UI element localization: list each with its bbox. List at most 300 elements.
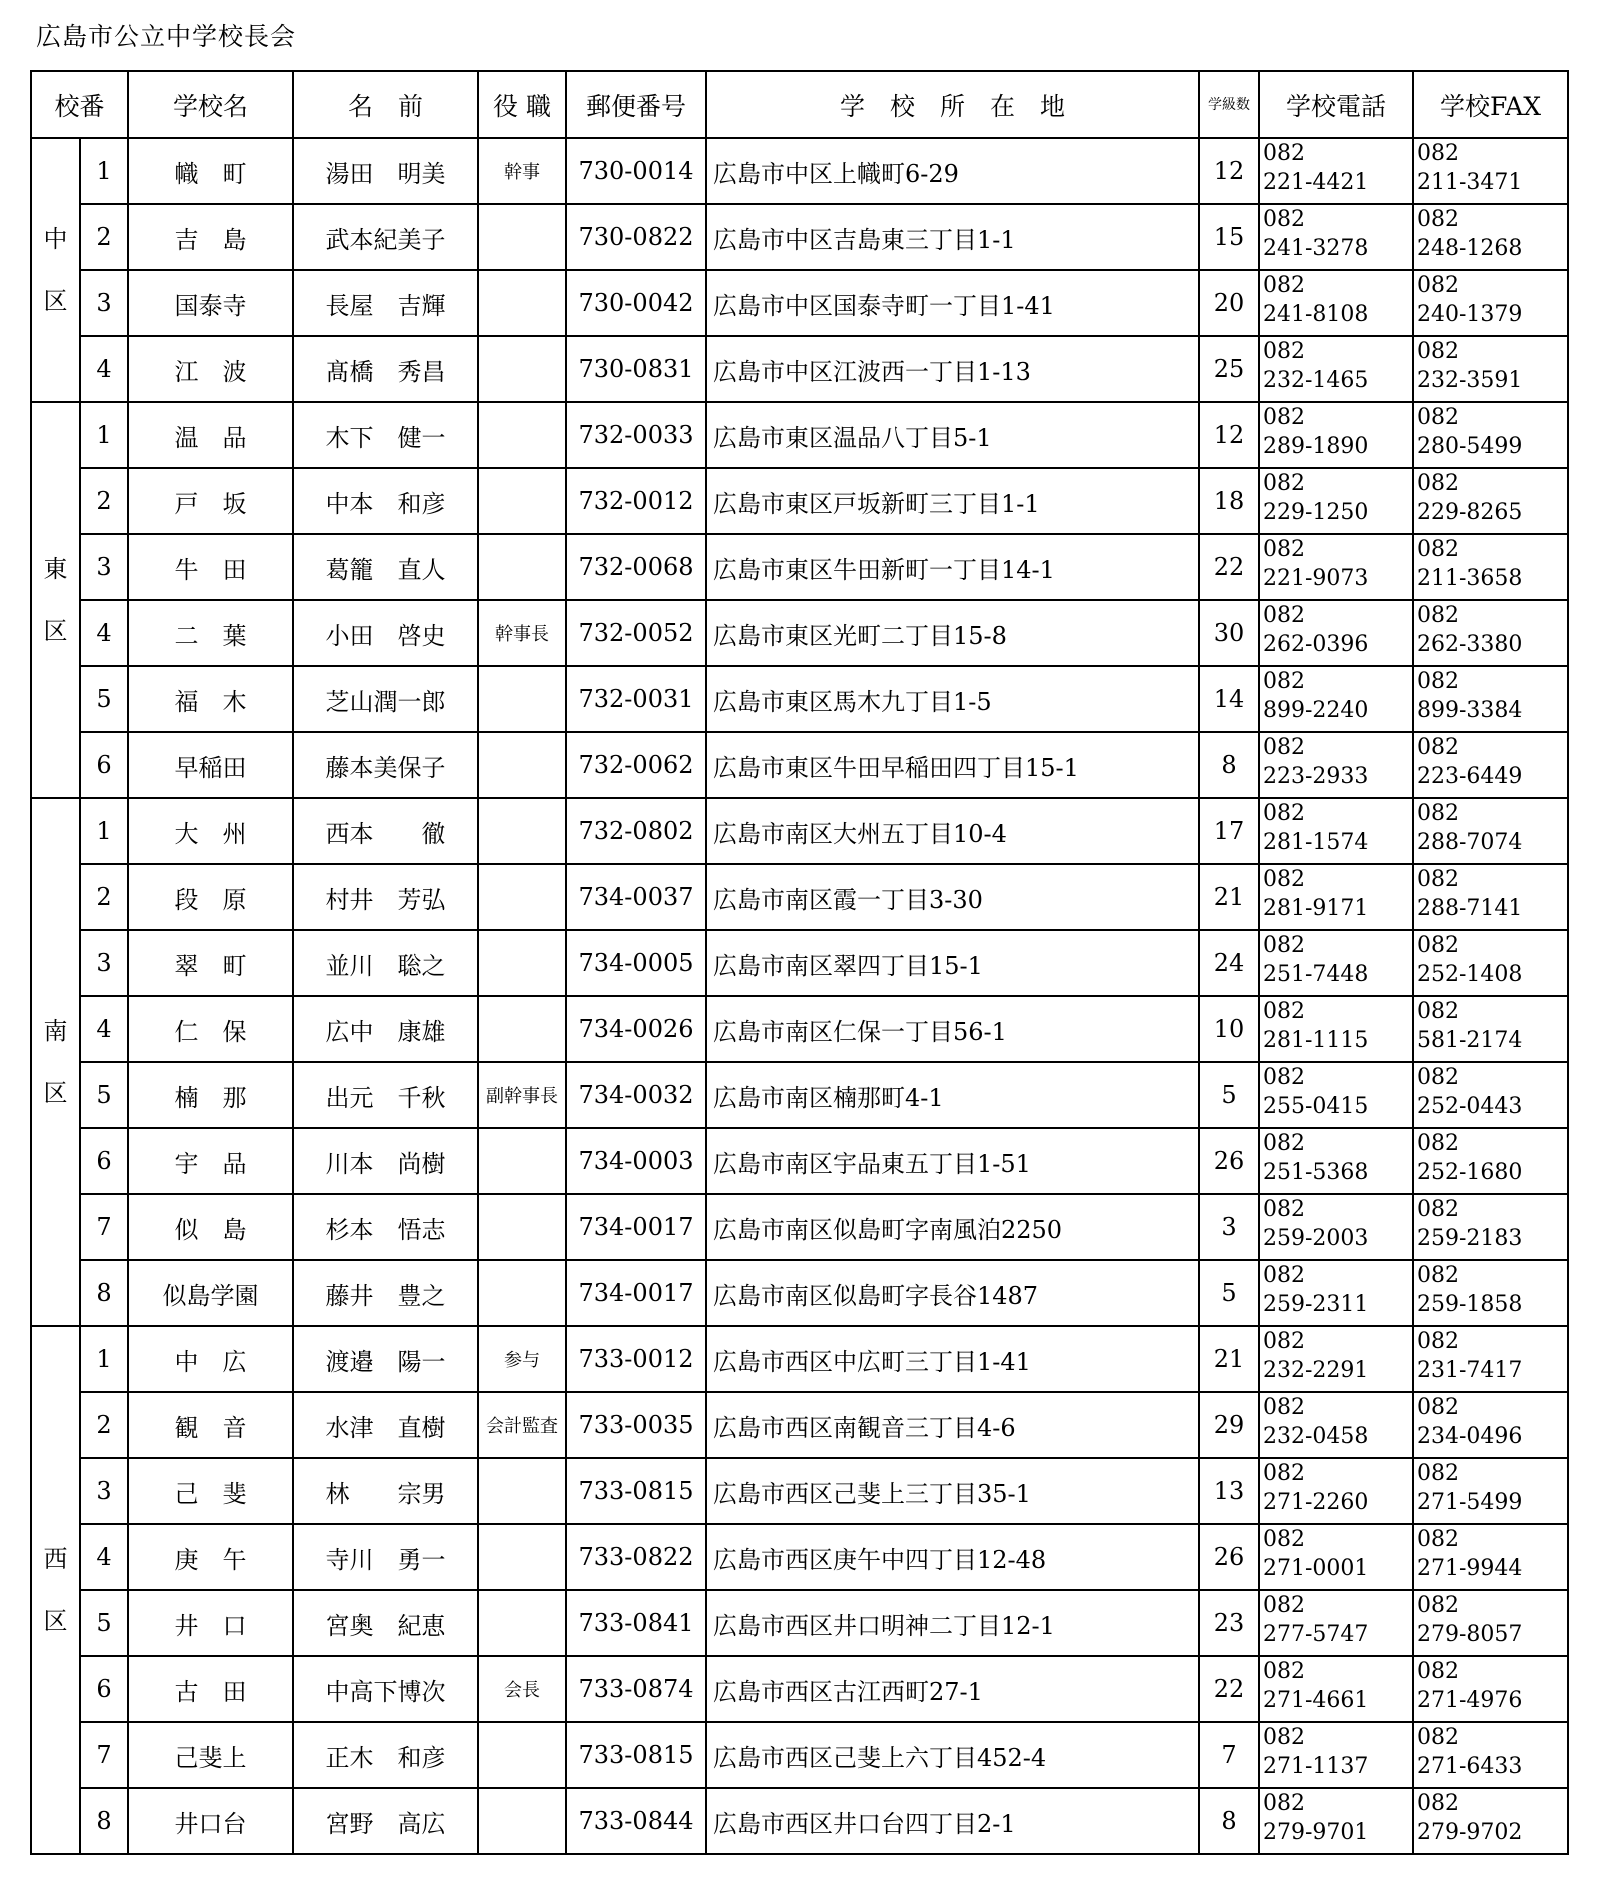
- class-count: 18: [1199, 468, 1259, 534]
- school-fax: [1413, 1524, 1568, 1590]
- school-name: 己斐上: [128, 1722, 293, 1788]
- class-count: 10: [1199, 996, 1259, 1062]
- document-title: 広島市公立中学校長会: [36, 22, 297, 51]
- principal-name: 芝山潤一郎: [293, 666, 478, 732]
- phone-number: 251-7448: [1263, 962, 1369, 987]
- phone-area-code: 082: [1263, 1791, 1305, 1816]
- ward-char: 区: [43, 617, 68, 645]
- postal-code: 730-0831: [566, 336, 706, 402]
- school-address: 広島市西区井口明神二丁目12-1: [706, 1590, 1199, 1656]
- principal-name: 中本 和彦: [293, 468, 478, 534]
- table-row: [31, 1656, 1568, 1722]
- role: [478, 1260, 566, 1326]
- school-address: 広島市南区似島町字長谷1487: [706, 1260, 1199, 1326]
- fax-area-code: 082: [1417, 735, 1459, 760]
- school-address: 広島市南区宇品東五丁目1-51: [706, 1128, 1199, 1194]
- school-phone: [1259, 864, 1413, 930]
- table-row: [31, 402, 1568, 468]
- fax-area-code: 082: [1417, 207, 1459, 232]
- table-row: [31, 930, 1568, 996]
- postal-code: 734-0003: [566, 1128, 706, 1194]
- class-count: 12: [1199, 402, 1259, 468]
- phone-area-code: 082: [1263, 867, 1305, 892]
- table-body: [31, 138, 1568, 1854]
- table-row: [31, 1788, 1568, 1854]
- table-row: [31, 996, 1568, 1062]
- class-count: 20: [1199, 270, 1259, 336]
- school-number: 1: [80, 138, 128, 204]
- postal-code: 730-0042: [566, 270, 706, 336]
- fax-area-code: 082: [1417, 1065, 1459, 1090]
- class-count: 29: [1199, 1392, 1259, 1458]
- school-fax: [1413, 864, 1568, 930]
- school-name: 似島学園: [128, 1260, 293, 1326]
- table-row: [31, 1128, 1568, 1194]
- school-number: 4: [80, 996, 128, 1062]
- fax-area-code: 082: [1417, 1197, 1459, 1222]
- phone-area-code: 082: [1263, 1395, 1305, 1420]
- phone-number: 271-4661: [1263, 1688, 1369, 1713]
- school-name: 江 波: [128, 336, 293, 402]
- school-number: 4: [80, 1524, 128, 1590]
- school-name: 大 州: [128, 798, 293, 864]
- table-row: [31, 732, 1568, 798]
- school-name: 幟 町: [128, 138, 293, 204]
- school-address: 広島市東区光町二丁目15-8: [706, 600, 1199, 666]
- fax-area-code: 082: [1417, 405, 1459, 430]
- school-name: 国泰寺: [128, 270, 293, 336]
- school-address: 広島市西区南観音三丁目4-6: [706, 1392, 1199, 1458]
- class-count: 21: [1199, 864, 1259, 930]
- fax-area-code: 082: [1417, 537, 1459, 562]
- table-row: [31, 1260, 1568, 1326]
- school-name: 井 口: [128, 1590, 293, 1656]
- phone-area-code: 082: [1263, 471, 1305, 496]
- role: [478, 402, 566, 468]
- school-address: 広島市中区吉島東三丁目1-1: [706, 204, 1199, 270]
- role: [478, 1788, 566, 1854]
- fax-number: 232-3591: [1417, 368, 1523, 393]
- school-fax: [1413, 1788, 1568, 1854]
- postal-code: 733-0815: [566, 1722, 706, 1788]
- school-fax: [1413, 1326, 1568, 1392]
- phone-number: 899-2240: [1263, 698, 1369, 723]
- principal-name: 出元 千秋: [293, 1062, 478, 1128]
- class-count: 17: [1199, 798, 1259, 864]
- role: [478, 270, 566, 336]
- principal-name: 並川 聡之: [293, 930, 478, 996]
- school-fax: [1413, 996, 1568, 1062]
- school-phone: [1259, 1392, 1413, 1458]
- header-classes: 学級数: [1199, 71, 1259, 138]
- fax-area-code: 082: [1417, 933, 1459, 958]
- school-fax: [1413, 1062, 1568, 1128]
- school-address: 広島市中区国泰寺町一丁目1-41: [706, 270, 1199, 336]
- ward-label: [31, 1326, 80, 1854]
- class-count: 15: [1199, 204, 1259, 270]
- postal-code: 732-0068: [566, 534, 706, 600]
- principal-name: 川本 尚樹: [293, 1128, 478, 1194]
- role: [478, 1128, 566, 1194]
- role: [478, 666, 566, 732]
- school-fax: [1413, 138, 1568, 204]
- school-number: 2: [80, 1392, 128, 1458]
- phone-area-code: 082: [1263, 1065, 1305, 1090]
- header-postal: 郵便番号: [566, 71, 706, 138]
- ward-char: 区: [43, 1079, 68, 1107]
- postal-code: 733-0822: [566, 1524, 706, 1590]
- fax-area-code: 082: [1417, 1527, 1459, 1552]
- role: [478, 1458, 566, 1524]
- school-name: 似 島: [128, 1194, 293, 1260]
- fax-area-code: 082: [1417, 471, 1459, 496]
- phone-number: 232-2291: [1263, 1358, 1369, 1383]
- class-count: 24: [1199, 930, 1259, 996]
- fax-number: 240-1379: [1417, 302, 1523, 327]
- postal-code: 732-0802: [566, 798, 706, 864]
- role: [478, 1590, 566, 1656]
- school-fax: [1413, 1722, 1568, 1788]
- principal-name: 長屋 吉輝: [293, 270, 478, 336]
- school-fax: [1413, 402, 1568, 468]
- phone-area-code: 082: [1263, 339, 1305, 364]
- school-name: 井口台: [128, 1788, 293, 1854]
- phone-number: 221-9073: [1263, 566, 1369, 591]
- postal-code: 730-0014: [566, 138, 706, 204]
- postal-code: 734-0017: [566, 1194, 706, 1260]
- school-phone: [1259, 138, 1413, 204]
- school-phone: [1259, 270, 1413, 336]
- role: [478, 534, 566, 600]
- school-phone: [1259, 732, 1413, 798]
- school-fax: [1413, 270, 1568, 336]
- school-fax: [1413, 204, 1568, 270]
- ward-label: [31, 138, 80, 402]
- school-number: 1: [80, 798, 128, 864]
- fax-area-code: 082: [1417, 1329, 1459, 1354]
- school-fax: [1413, 534, 1568, 600]
- phone-area-code: 082: [1263, 1593, 1305, 1618]
- school-fax: [1413, 1128, 1568, 1194]
- ward-label: [31, 402, 80, 798]
- fax-area-code: 082: [1417, 1395, 1459, 1420]
- school-fax: [1413, 1260, 1568, 1326]
- fax-number: 288-7141: [1417, 896, 1523, 921]
- school-name: 福 木: [128, 666, 293, 732]
- school-phone: [1259, 1194, 1413, 1260]
- school-fax: [1413, 1590, 1568, 1656]
- school-phone: [1259, 336, 1413, 402]
- fax-number: 279-8057: [1417, 1622, 1523, 1647]
- school-name: 戸 坂: [128, 468, 293, 534]
- phone-area-code: 082: [1263, 933, 1305, 958]
- phone-number: 271-0001: [1263, 1556, 1369, 1581]
- principal-name: 髙橋 秀昌: [293, 336, 478, 402]
- table-row: [31, 1524, 1568, 1590]
- school-address: 広島市南区楠那町4-1: [706, 1062, 1199, 1128]
- school-phone: [1259, 204, 1413, 270]
- fax-number: 252-1680: [1417, 1160, 1523, 1185]
- header-role: 役 職: [478, 71, 566, 138]
- principal-name: 寺川 勇一: [293, 1524, 478, 1590]
- role: [478, 930, 566, 996]
- principal-name: 水津 直樹: [293, 1392, 478, 1458]
- school-name: 観 音: [128, 1392, 293, 1458]
- phone-number: 241-8108: [1263, 302, 1369, 327]
- fax-number: 259-2183: [1417, 1226, 1523, 1251]
- header-fax: 学校FAX: [1413, 71, 1568, 138]
- class-count: 7: [1199, 1722, 1259, 1788]
- school-number: 6: [80, 1128, 128, 1194]
- role: [478, 468, 566, 534]
- class-count: 23: [1199, 1590, 1259, 1656]
- postal-code: 732-0012: [566, 468, 706, 534]
- principal-name: 渡邉 陽一: [293, 1326, 478, 1392]
- school-address: 広島市南区似島町字南風泊2250: [706, 1194, 1199, 1260]
- principal-name: 正木 和彦: [293, 1722, 478, 1788]
- fax-number: 271-4976: [1417, 1688, 1523, 1713]
- role: [478, 204, 566, 270]
- table-row: [31, 1326, 1568, 1392]
- principal-name: 藤本美保子: [293, 732, 478, 798]
- school-address: 広島市南区翠四丁目15-1: [706, 930, 1199, 996]
- principal-name: 杉本 悟志: [293, 1194, 478, 1260]
- school-phone: [1259, 1788, 1413, 1854]
- school-phone: [1259, 1524, 1413, 1590]
- school-fax: [1413, 1392, 1568, 1458]
- phone-number: 281-9171: [1263, 896, 1369, 921]
- principal-name: 葛籠 直人: [293, 534, 478, 600]
- school-number: 1: [80, 402, 128, 468]
- phone-number: 281-1115: [1263, 1028, 1369, 1053]
- school-number: 5: [80, 1590, 128, 1656]
- school-address: 広島市西区己斐上六丁目452-4: [706, 1722, 1199, 1788]
- header-row: [31, 71, 1568, 138]
- phone-number: 262-0396: [1263, 632, 1369, 657]
- header-number: 校番: [31, 71, 128, 138]
- school-address: 広島市東区牛田早稲田四丁目15-1: [706, 732, 1199, 798]
- class-count: 13: [1199, 1458, 1259, 1524]
- school-address: 広島市西区己斐上三丁目35-1: [706, 1458, 1199, 1524]
- phone-number: 259-2003: [1263, 1226, 1369, 1251]
- school-name: 温 品: [128, 402, 293, 468]
- school-number: 8: [80, 1788, 128, 1854]
- table-row: [31, 270, 1568, 336]
- table-row: [31, 1458, 1568, 1524]
- class-count: 22: [1199, 1656, 1259, 1722]
- fax-number: 248-1268: [1417, 236, 1523, 261]
- school-address: 広島市西区庚午中四丁目12-48: [706, 1524, 1199, 1590]
- postal-code: 733-0844: [566, 1788, 706, 1854]
- fax-number: 899-3384: [1417, 698, 1523, 723]
- fax-area-code: 082: [1417, 339, 1459, 364]
- role: [478, 1722, 566, 1788]
- header-name: 名 前: [293, 71, 478, 138]
- school-fax: [1413, 798, 1568, 864]
- header-phone: 学校電話: [1259, 71, 1413, 138]
- phone-number: 223-2933: [1263, 764, 1369, 789]
- school-phone: [1259, 1260, 1413, 1326]
- school-number: 7: [80, 1194, 128, 1260]
- fax-area-code: 082: [1417, 867, 1459, 892]
- phone-area-code: 082: [1263, 1131, 1305, 1156]
- fax-number: 231-7417: [1417, 1358, 1523, 1383]
- fax-number: 229-8265: [1417, 500, 1523, 525]
- school-name: 吉 島: [128, 204, 293, 270]
- school-phone: [1259, 666, 1413, 732]
- school-phone: [1259, 402, 1413, 468]
- table-row: [31, 1062, 1568, 1128]
- school-address: 広島市東区戸坂新町三丁目1-1: [706, 468, 1199, 534]
- school-name: 翠 町: [128, 930, 293, 996]
- postal-code: 730-0822: [566, 204, 706, 270]
- ward-char: 中: [43, 225, 68, 253]
- table-row: [31, 534, 1568, 600]
- school-number: 7: [80, 1722, 128, 1788]
- school-number: 4: [80, 600, 128, 666]
- school-number: 1: [80, 1326, 128, 1392]
- principal-name: 宮奥 紀恵: [293, 1590, 478, 1656]
- class-count: 5: [1199, 1062, 1259, 1128]
- school-number: 5: [80, 666, 128, 732]
- class-count: 21: [1199, 1326, 1259, 1392]
- phone-area-code: 082: [1263, 405, 1305, 430]
- fax-area-code: 082: [1417, 1263, 1459, 1288]
- school-number: 6: [80, 1656, 128, 1722]
- postal-code: 733-0012: [566, 1326, 706, 1392]
- postal-code: 732-0062: [566, 732, 706, 798]
- phone-number: 259-2311: [1263, 1292, 1369, 1317]
- class-count: 26: [1199, 1128, 1259, 1194]
- phone-area-code: 082: [1263, 735, 1305, 760]
- ward-char: 区: [43, 1607, 68, 1635]
- class-count: 5: [1199, 1260, 1259, 1326]
- fax-number: 234-0496: [1417, 1424, 1523, 1449]
- phone-number: 221-4421: [1263, 170, 1369, 195]
- principal-name: 中高下博次: [293, 1656, 478, 1722]
- principal-name: 小田 啓史: [293, 600, 478, 666]
- phone-number: 232-1465: [1263, 368, 1369, 393]
- school-fax: [1413, 336, 1568, 402]
- principal-name: 林 宗男: [293, 1458, 478, 1524]
- ward-label: [31, 798, 80, 1326]
- school-phone: [1259, 600, 1413, 666]
- school-name: 仁 保: [128, 996, 293, 1062]
- postal-code: 733-0035: [566, 1392, 706, 1458]
- school-fax: [1413, 1458, 1568, 1524]
- class-count: 22: [1199, 534, 1259, 600]
- principal-name: 宮野 高広: [293, 1788, 478, 1854]
- fax-area-code: 082: [1417, 669, 1459, 694]
- phone-area-code: 082: [1263, 1329, 1305, 1354]
- school-fax: [1413, 1656, 1568, 1722]
- phone-area-code: 082: [1263, 141, 1305, 166]
- phone-area-code: 082: [1263, 537, 1305, 562]
- fax-area-code: 082: [1417, 999, 1459, 1024]
- school-name: 己 斐: [128, 1458, 293, 1524]
- table-row: [31, 1194, 1568, 1260]
- phone-number: 255-0415: [1263, 1094, 1369, 1119]
- phone-area-code: 082: [1263, 207, 1305, 232]
- school-fax: [1413, 468, 1568, 534]
- table-row: [31, 138, 1568, 204]
- role: 会計監査: [478, 1392, 566, 1458]
- principals-table: [30, 70, 1569, 1855]
- postal-code: 734-0037: [566, 864, 706, 930]
- phone-number: 271-1137: [1263, 1754, 1369, 1779]
- role: 参与: [478, 1326, 566, 1392]
- fax-number: 259-1858: [1417, 1292, 1523, 1317]
- school-phone: [1259, 1326, 1413, 1392]
- table-row: [31, 666, 1568, 732]
- ward-char: 南: [43, 1017, 68, 1045]
- header-address: 学 校 所 在 地: [706, 71, 1199, 138]
- fax-area-code: 082: [1417, 1461, 1459, 1486]
- table-row: [31, 798, 1568, 864]
- fax-number: 288-7074: [1417, 830, 1523, 855]
- school-number: 3: [80, 270, 128, 336]
- school-address: 広島市西区中広町三丁目1-41: [706, 1326, 1199, 1392]
- fax-number: 252-1408: [1417, 962, 1523, 987]
- school-number: 2: [80, 204, 128, 270]
- fax-number: 271-9944: [1417, 1556, 1523, 1581]
- fax-number: 211-3471: [1417, 170, 1523, 195]
- school-name: 中 広: [128, 1326, 293, 1392]
- school-fax: [1413, 732, 1568, 798]
- school-phone: [1259, 798, 1413, 864]
- phone-number: 271-2260: [1263, 1490, 1369, 1515]
- school-number: 3: [80, 1458, 128, 1524]
- postal-code: 734-0005: [566, 930, 706, 996]
- school-address: 広島市東区牛田新町一丁目14-1: [706, 534, 1199, 600]
- school-phone: [1259, 1128, 1413, 1194]
- school-address: 広島市中区江波西一丁目1-13: [706, 336, 1199, 402]
- school-name: 楠 那: [128, 1062, 293, 1128]
- postal-code: 732-0052: [566, 600, 706, 666]
- principal-name: 村井 芳弘: [293, 864, 478, 930]
- fax-number: 271-6433: [1417, 1754, 1523, 1779]
- fax-area-code: 082: [1417, 1791, 1459, 1816]
- table-row: [31, 468, 1568, 534]
- table-row: [31, 864, 1568, 930]
- school-address: 広島市南区仁保一丁目56-1: [706, 996, 1199, 1062]
- role: [478, 864, 566, 930]
- fax-number: 280-5499: [1417, 434, 1523, 459]
- school-name: 早稲田: [128, 732, 293, 798]
- role: [478, 336, 566, 402]
- school-number: 2: [80, 468, 128, 534]
- phone-area-code: 082: [1263, 1659, 1305, 1684]
- fax-number: 252-0443: [1417, 1094, 1523, 1119]
- fax-area-code: 082: [1417, 1659, 1459, 1684]
- class-count: 12: [1199, 138, 1259, 204]
- school-name: 古 田: [128, 1656, 293, 1722]
- school-address: 広島市東区温品八丁目5-1: [706, 402, 1199, 468]
- class-count: 3: [1199, 1194, 1259, 1260]
- role: [478, 798, 566, 864]
- principal-name: 西本 徹: [293, 798, 478, 864]
- table-row: [31, 204, 1568, 270]
- class-count: 8: [1199, 1788, 1259, 1854]
- school-name: 段 原: [128, 864, 293, 930]
- fax-number: 271-5499: [1417, 1490, 1523, 1515]
- fax-number: 581-2174: [1417, 1028, 1523, 1053]
- principal-name: 藤井 豊之: [293, 1260, 478, 1326]
- ward-char: 東: [43, 555, 68, 583]
- fax-area-code: 082: [1417, 1593, 1459, 1618]
- fax-area-code: 082: [1417, 1725, 1459, 1750]
- postal-code: 734-0032: [566, 1062, 706, 1128]
